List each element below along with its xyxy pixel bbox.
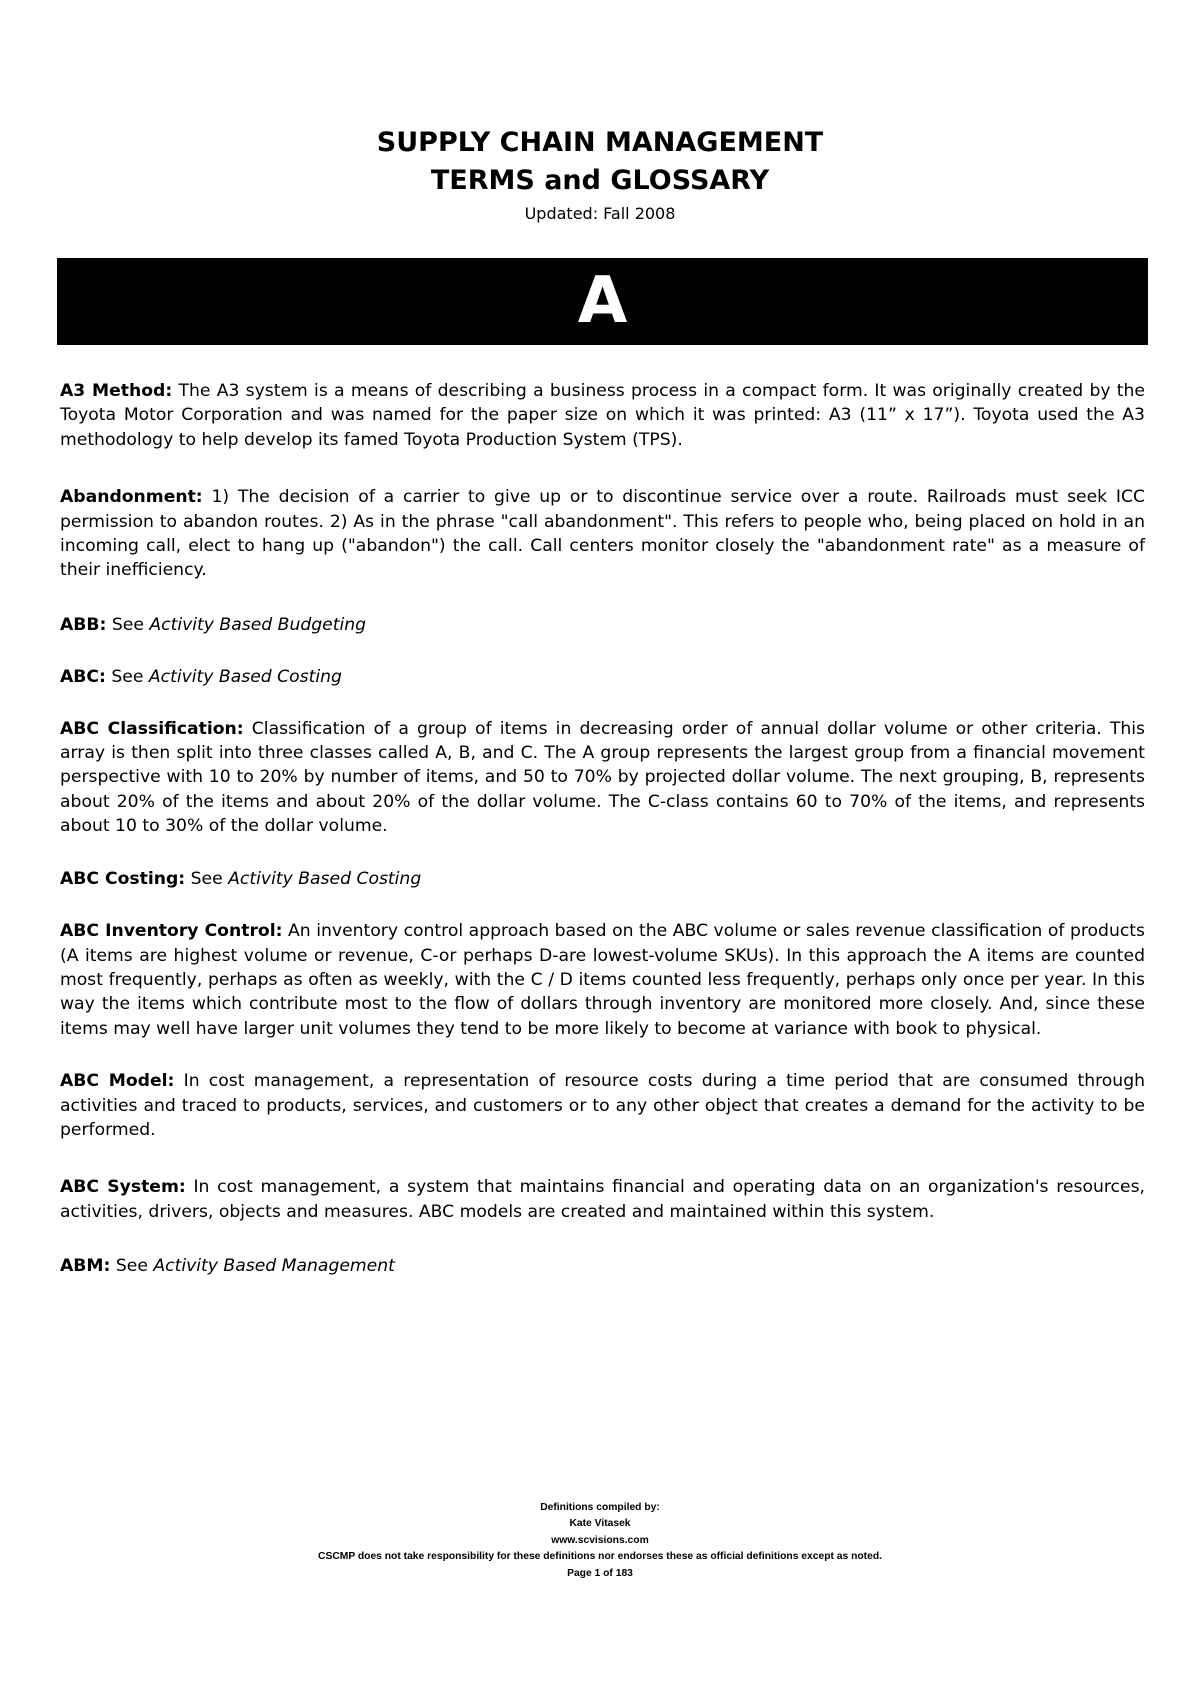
footer-author: Kate Vitasek xyxy=(569,1518,631,1530)
entry-term: ABC Model: xyxy=(60,1071,175,1092)
glossary-entry-abb xyxy=(60,613,1145,637)
entry-term: ABB: xyxy=(60,614,107,635)
document-title-line2: TERMS and GLOSSARY xyxy=(430,165,770,196)
glossary-entry-a3-method xyxy=(60,379,1145,452)
entry-term: ABC Costing: xyxy=(60,868,186,889)
entry-definition: The A3 system is a means of describing a business process in a compact form. It was originally created by the Toyota Motor Corporation and was named for the paper size on which it was printed: A3 (11” x 17”). Toyota used the A3 methodology to help develop its famed Toyota Production System (TPS). xyxy=(60,381,1145,450)
entry-term: ABM: xyxy=(60,1256,111,1277)
entry-cross-reference: Activity Based Management xyxy=(153,1256,395,1277)
entry-term: Abandonment: xyxy=(60,487,203,508)
glossary-entry-abc-costing xyxy=(60,867,1145,891)
glossary-entry-abc-model xyxy=(60,1069,1145,1142)
glossary-entry-abc-inventory-control xyxy=(60,919,1145,1041)
glossary-entry-abandonment xyxy=(60,485,1145,583)
glossary-entry-abm xyxy=(60,1254,1145,1278)
footer-website-link[interactable]: www.scvisions.com xyxy=(551,1534,649,1546)
section-letter-banner xyxy=(57,258,1148,345)
glossary-entry-abc-system xyxy=(60,1175,1145,1224)
entry-definition: See xyxy=(105,667,149,688)
footer-compiled-by: Definitions compiled by: xyxy=(540,1502,660,1513)
entry-definition: See xyxy=(185,868,229,889)
updated-date: Updated: Fall 2008 xyxy=(524,204,676,223)
entry-definition: See xyxy=(110,1256,154,1277)
entry-definition: An inventory control approach based on the ABC volume or sales revenue classification of products (A items are highest volume or revenue, C-or perhaps D-are lowest-volume SKUs). In this approach the A items are counted most frequently, perhaps as often as weekly, with the C / D items counted less frequently, perhaps only once per year. In this way the items which contribute most to the flow of dollars through inventory are monitored more closely. And, since these items may well have larger unit volumes they tend to be more likely to become at variance with book to physical. xyxy=(60,921,1146,1039)
footer-disclaimer: CSCMP does not take responsibility for these definitions nor endorses these as official definitions except as noted. xyxy=(318,1551,882,1563)
entry-cross-reference: Activity Based Costing xyxy=(148,667,342,688)
section-letter: A xyxy=(577,264,628,338)
entry-cross-reference: Activity Based Budgeting xyxy=(149,614,367,635)
entry-definition: In cost management, a system that maintains financial and operating data on an organization's resources, activities, drivers, objects and measures. ABC models are created and maintained within this system. xyxy=(60,1177,1145,1222)
entry-definition: 1) The decision of a carrier to give up or to discontinue service over a route. Railroads must seek ICC permission to abandon routes. 2) As in the phrase "call abandonment". This refers to people who, being placed on hold in an incoming call, elect to hang up ("abandon") the call. Call centers monitor closely the "abandonment rate" as a measure of their inefficiency. xyxy=(60,487,1145,581)
glossary-entries xyxy=(60,379,1145,1279)
page-footer xyxy=(0,1500,1200,1582)
entry-term: A3 Method: xyxy=(60,381,173,401)
entry-definition: In cost management, a representation of resource costs during a time period that are consumed through activities and traced to products, services, and customers or to any other object that creates a demand for the activity to be performed. xyxy=(60,1071,1146,1140)
entry-term: ABC Classification: xyxy=(60,718,244,739)
document-title-line1: SUPPLY CHAIN MANAGEMENT xyxy=(376,127,824,158)
page-number: Page 1 of 183 xyxy=(567,1567,633,1579)
glossary-entry-abc xyxy=(60,665,1145,689)
entry-term: ABC Inventory Control: xyxy=(60,921,283,942)
entry-definition: See xyxy=(106,614,150,635)
entry-cross-reference: Activity Based Costing xyxy=(228,868,422,889)
entry-term: ABC: xyxy=(60,667,106,688)
glossary-entry-abc-classification xyxy=(60,717,1145,839)
entry-term: ABC System: xyxy=(60,1177,186,1198)
entry-definition: Classification of a group of items in decreasing order of annual dollar volume or other criteria. This array is then split into three classes called A, B, and C. The A group represents the largest group from a financial movement perspective with 10 to 20% by number of items, and 50 to 70% by projected dollar volume. The next grouping, B, represents about 20% of the items and about 20% of the dollar volume. The C-class contains 60 to 70% of the items, and represents about 10 to 30% of the dollar volume. xyxy=(60,718,1145,837)
